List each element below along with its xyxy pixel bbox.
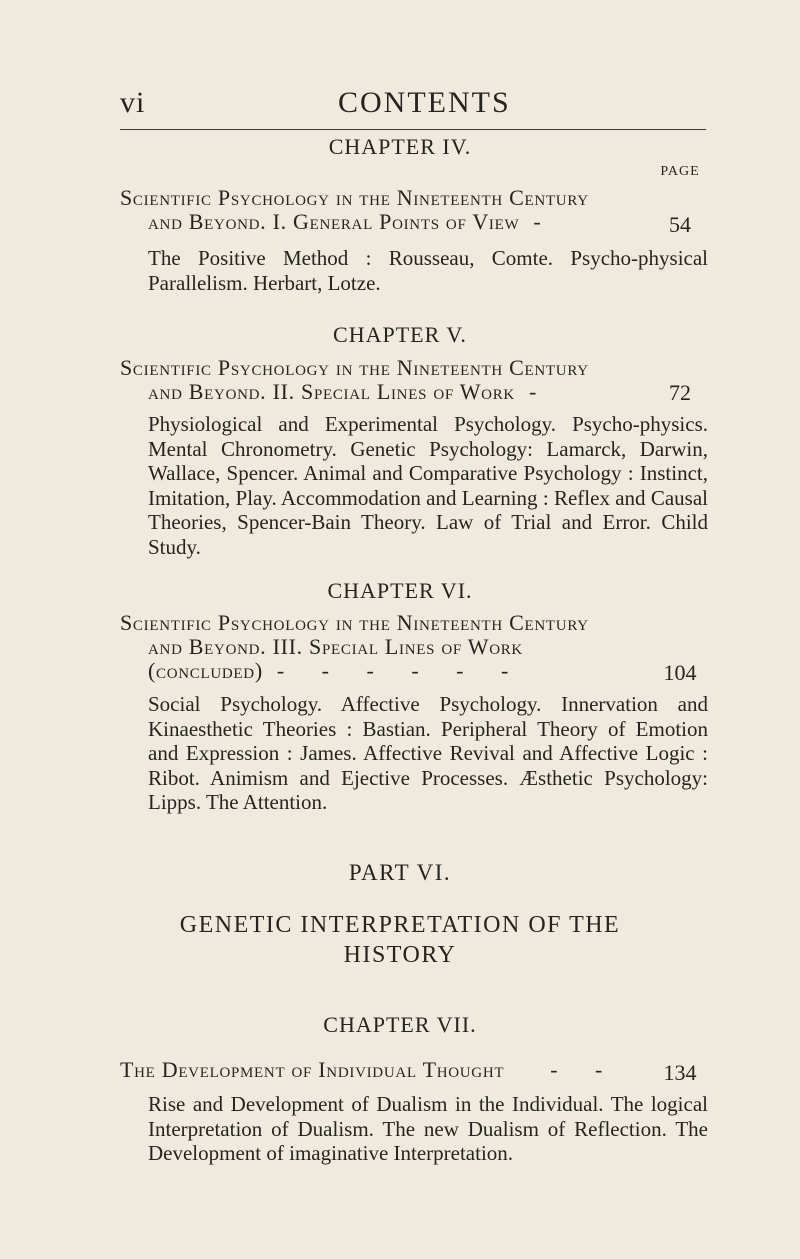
part-6-heading: PART VI. bbox=[348, 860, 452, 885]
chapter-4-title-line2: and Beyond. I. General Points of View bbox=[148, 209, 520, 234]
page-number: vi bbox=[120, 86, 146, 119]
chapter-4-page: 54 bbox=[669, 212, 691, 237]
chapter-6-title-line2: and Beyond. III. Special Lines of Work bbox=[148, 634, 523, 659]
chapter-6-description: Social Psychology. Affective Psychology. Innervation and Kinaesthetic Theories : Bastian. Peripheral Theory of Emotion and Expression : James. Affective Revival and Affective Logic : Ribot. Animism and Ejective Processes. Æsthetic Psychology: Lipps. The Attention. bbox=[148, 692, 708, 814]
chapter-6-leader: - - - - - - bbox=[276, 658, 525, 683]
chapter-5-heading: CHAPTER V. bbox=[333, 322, 467, 347]
chapter-4-title-line1: Scientific Psychology in the Nineteenth Century bbox=[120, 185, 589, 210]
chapter-5-title bbox=[120, 356, 589, 404]
chapter-5-page: 72 bbox=[669, 380, 691, 405]
chapter-5-description: Physiological and Experimental Psychology. Psycho-physics. Mental Chronometry. Genetic Psychology: Lamarck, Darwin, Wallace, Spencer. Animal and Comparative Psychology : Instinct, Imitation, Play. Accommodation and Learning : Reflex and Causal Theories, Spencer-Bain Theory. Law of Trial and Error. Child Study. bbox=[148, 412, 708, 559]
chapter-4-leader: - bbox=[533, 209, 557, 234]
running-head: CONTENTS bbox=[338, 86, 511, 119]
chapter-6-title bbox=[120, 611, 589, 683]
chapter-4-heading: CHAPTER IV. bbox=[328, 134, 472, 159]
chapter-5-title-line1: Scientific Psychology in the Nineteenth Century bbox=[120, 355, 589, 380]
header-rule bbox=[120, 129, 706, 130]
part-6-title-line2: HISTORY bbox=[343, 942, 457, 968]
chapter-7-page: 134 bbox=[663, 1060, 697, 1085]
chapter-7-title bbox=[120, 1058, 618, 1082]
chapter-6-title-line3: (concluded) bbox=[148, 658, 263, 683]
chapter-5-title-line2: and Beyond. II. Special Lines of Work bbox=[148, 379, 515, 404]
chapter-7-description: Rise and Development of Dualism in the Individual. The logical Interpretation of Dualism. The new Dualism of Reflection. The Development of imaginative Interpretation. bbox=[148, 1092, 708, 1165]
chapter-6-page: 104 bbox=[663, 660, 697, 685]
chapter-4-description: The Positive Method : Rousseau, Comte. Psycho-physical Parallelism. Herbart, Lotze. bbox=[148, 246, 708, 295]
chapter-7-heading: CHAPTER VII. bbox=[323, 1012, 477, 1037]
chapter-7-leader: - - bbox=[550, 1057, 619, 1082]
chapter-6-heading: CHAPTER VI. bbox=[327, 578, 473, 603]
part-6-title-line1: GENETIC INTERPRETATION OF THE bbox=[179, 912, 621, 938]
chapter-4-title bbox=[120, 186, 589, 234]
page-column-label: PAGE bbox=[660, 164, 700, 179]
chapter-6-title-line1: Scientific Psychology in the Nineteenth Century bbox=[120, 610, 589, 635]
chapter-5-leader: - bbox=[528, 379, 553, 404]
part-6-title bbox=[0, 910, 800, 970]
chapter-7-title-line1: The Development of Individual Thought bbox=[120, 1057, 505, 1082]
